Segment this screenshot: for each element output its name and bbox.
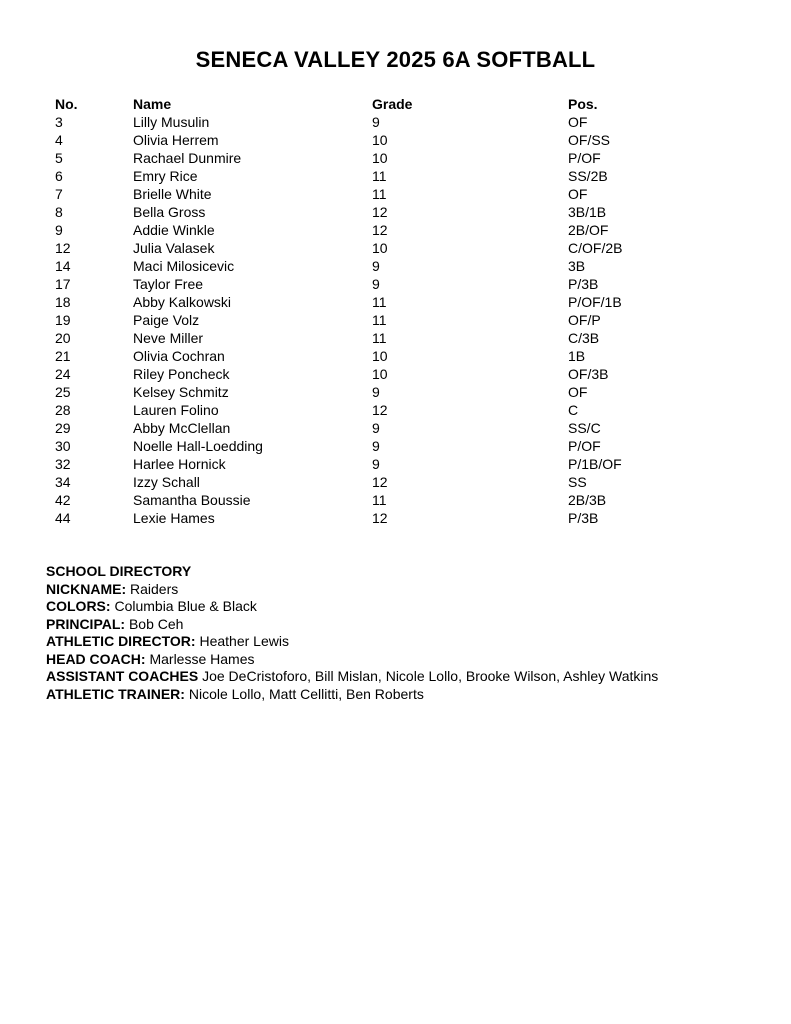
- column-header-no: No.: [55, 96, 78, 112]
- table-row: [55, 293, 791, 311]
- player-name: Bella Gross: [133, 204, 206, 220]
- player-name: Lauren Folino: [133, 402, 219, 418]
- school-directory-heading: SCHOOL DIRECTORY: [46, 563, 192, 579]
- player-grade: 12: [372, 204, 388, 220]
- table-row: [55, 257, 791, 275]
- directory-entry-label: ATHLETIC DIRECTOR:: [46, 633, 196, 649]
- player-number: 29: [55, 420, 71, 436]
- directory-entry: [46, 686, 791, 704]
- directory-entry-value: Bob Ceh: [128, 615, 184, 632]
- player-position: OF/SS: [568, 132, 611, 148]
- player-position: P/3B: [568, 510, 599, 526]
- player-name: Riley Poncheck: [133, 366, 230, 382]
- player-name: Brielle White: [133, 186, 212, 202]
- table-row: [55, 203, 791, 221]
- player-name: Olivia Herrem: [133, 132, 219, 148]
- player-grade: 10: [372, 240, 388, 256]
- table-row: [55, 185, 791, 203]
- player-position: OF: [568, 186, 588, 202]
- player-position: OF: [568, 384, 588, 400]
- player-number: 42: [55, 492, 71, 508]
- player-name: Abby McClellan: [133, 420, 231, 436]
- player-name: Maci Milosicevic: [133, 258, 235, 274]
- player-grade: 9: [372, 438, 380, 454]
- directory-entry: [46, 651, 791, 669]
- directory-entry-label: ASSISTANT COACHES: [46, 668, 199, 684]
- player-grade: 11: [372, 492, 387, 508]
- player-position: 2B/3B: [568, 492, 607, 508]
- player-grade: 10: [372, 366, 388, 382]
- player-number: 20: [55, 330, 71, 346]
- player-position: C/OF/2B: [568, 240, 623, 256]
- table-row: [55, 401, 791, 419]
- roster-rows: [55, 113, 791, 527]
- player-name: Olivia Cochran: [133, 348, 225, 364]
- player-number: 6: [55, 168, 63, 184]
- table-row: [55, 239, 791, 257]
- directory-entry-value: Columbia Blue & Black: [114, 598, 257, 614]
- directory-entry: [46, 668, 791, 686]
- table-row: [55, 275, 791, 293]
- player-grade: 12: [372, 474, 388, 490]
- table-row: [55, 131, 791, 149]
- player-position: SS/2B: [568, 168, 608, 184]
- school-directory-entries: [46, 581, 791, 704]
- directory-entry: [46, 633, 791, 651]
- player-name: Lilly Musulin: [133, 114, 210, 130]
- player-position: 1B: [568, 348, 586, 364]
- player-number: 34: [55, 474, 71, 490]
- player-name: Emry Rice: [133, 168, 198, 184]
- table-row: [55, 365, 791, 383]
- roster-header-row: [55, 95, 791, 113]
- player-position: 3B/1B: [568, 204, 607, 220]
- table-row: [55, 167, 791, 185]
- player-grade: 9: [372, 384, 380, 400]
- directory-entry-label: NICKNAME:: [46, 580, 127, 597]
- player-name: Harlee Hornick: [133, 456, 226, 472]
- player-grade: 9: [372, 258, 380, 274]
- player-number: 9: [55, 222, 63, 238]
- directory-entry: [46, 581, 791, 599]
- player-name: Samantha Boussie: [133, 492, 251, 508]
- directory-entry-label: COLORS:: [46, 598, 111, 614]
- player-grade: 12: [372, 402, 388, 418]
- table-row: [55, 329, 791, 347]
- player-number: 19: [55, 312, 71, 328]
- player-number: 30: [55, 438, 71, 454]
- player-position: P/OF/1B: [568, 294, 622, 310]
- player-grade: 11: [372, 168, 387, 184]
- directory-entry: [46, 598, 791, 616]
- player-grade: 9: [372, 420, 380, 436]
- player-position: OF/3B: [568, 366, 609, 382]
- player-grade: 11: [372, 186, 387, 202]
- player-position: P/1B/OF: [568, 456, 622, 472]
- player-name: Julia Valasek: [133, 240, 215, 256]
- player-position: P/3B: [568, 276, 599, 292]
- directory-entry-value: Heather Lewis: [199, 633, 289, 649]
- table-row: [55, 221, 791, 239]
- table-row: [55, 455, 791, 473]
- table-row: [55, 383, 791, 401]
- player-grade: 12: [372, 222, 388, 238]
- player-name: Kelsey Schmitz: [133, 384, 229, 400]
- player-number: 8: [55, 204, 63, 220]
- table-row: [55, 473, 791, 491]
- school-directory: [46, 563, 791, 703]
- table-row: [55, 311, 791, 329]
- player-grade: 10: [372, 348, 388, 364]
- player-name: Addie Winkle: [133, 222, 215, 238]
- player-number: 14: [55, 258, 71, 274]
- player-number: 12: [55, 240, 71, 256]
- player-position: 2B/OF: [568, 222, 609, 238]
- player-name: Izzy Schall: [133, 474, 200, 490]
- player-grade: 11: [372, 294, 387, 310]
- player-number: 3: [55, 114, 63, 130]
- player-name: Neve Miller: [133, 330, 204, 346]
- player-grade: 9: [372, 456, 380, 472]
- player-position: P/OF: [568, 150, 601, 166]
- player-number: 17: [55, 276, 71, 292]
- table-row: [55, 113, 791, 131]
- player-number: 5: [55, 150, 63, 166]
- table-row: [55, 347, 791, 365]
- player-grade: 11: [372, 330, 387, 346]
- directory-entry-label: ATHLETIC TRAINER:: [46, 685, 185, 702]
- player-number: 21: [55, 348, 71, 364]
- directory-entry-label: PRINCIPAL:: [46, 615, 126, 632]
- table-row: [55, 437, 791, 455]
- roster-table: [55, 95, 791, 527]
- player-grade: 12: [372, 510, 388, 526]
- player-grade: 11: [372, 312, 387, 328]
- player-name: Noelle Hall-Loedding: [133, 438, 263, 454]
- player-number: 24: [55, 366, 71, 382]
- player-grade: 10: [372, 150, 388, 166]
- player-name: Lexie Hames: [133, 510, 215, 526]
- table-row: [55, 149, 791, 167]
- table-row: [55, 491, 791, 509]
- player-number: 7: [55, 186, 63, 202]
- player-name: Taylor Free: [133, 276, 204, 292]
- player-number: 4: [55, 132, 63, 148]
- column-header-pos: Pos.: [568, 96, 598, 112]
- directory-entry-value: Joe DeCristoforo, Bill Mislan, Nicole Lollo, Brooke Wilson, Ashley Watkins: [202, 668, 659, 684]
- player-position: OF/P: [568, 312, 601, 328]
- player-number: 32: [55, 456, 71, 472]
- player-grade: 9: [372, 114, 380, 130]
- player-position: P/OF: [568, 438, 601, 454]
- player-position: SS: [568, 474, 587, 490]
- player-name: Rachael Dunmire: [133, 150, 242, 166]
- directory-entry: [46, 616, 791, 634]
- column-header-name: Name: [133, 96, 172, 112]
- directory-entry-value: Nicole Lollo, Matt Cellitti, Ben Roberts: [188, 685, 424, 702]
- player-number: 28: [55, 402, 71, 418]
- directory-entry-value: Marlesse Hames: [149, 650, 255, 667]
- player-position: OF: [568, 114, 588, 130]
- player-position: SS/C: [568, 420, 601, 436]
- player-grade: 9: [372, 276, 380, 292]
- player-position: C: [568, 402, 579, 418]
- player-name: Abby Kalkowski: [133, 294, 232, 310]
- player-number: 18: [55, 294, 71, 310]
- player-grade: 10: [372, 132, 388, 148]
- table-row: [55, 419, 791, 437]
- page-title: SENECA VALLEY 2025 6A SOFTBALL: [195, 47, 596, 72]
- player-number: 25: [55, 384, 71, 400]
- column-header-grade: Grade: [372, 96, 413, 112]
- table-row: [55, 509, 791, 527]
- directory-entry-label: HEAD COACH:: [46, 650, 146, 667]
- player-position: 3B: [568, 258, 586, 274]
- player-name: Paige Volz: [133, 312, 200, 328]
- player-position: C/3B: [568, 330, 600, 346]
- player-number: 44: [55, 510, 71, 526]
- directory-entry-value: Raiders: [130, 580, 179, 597]
